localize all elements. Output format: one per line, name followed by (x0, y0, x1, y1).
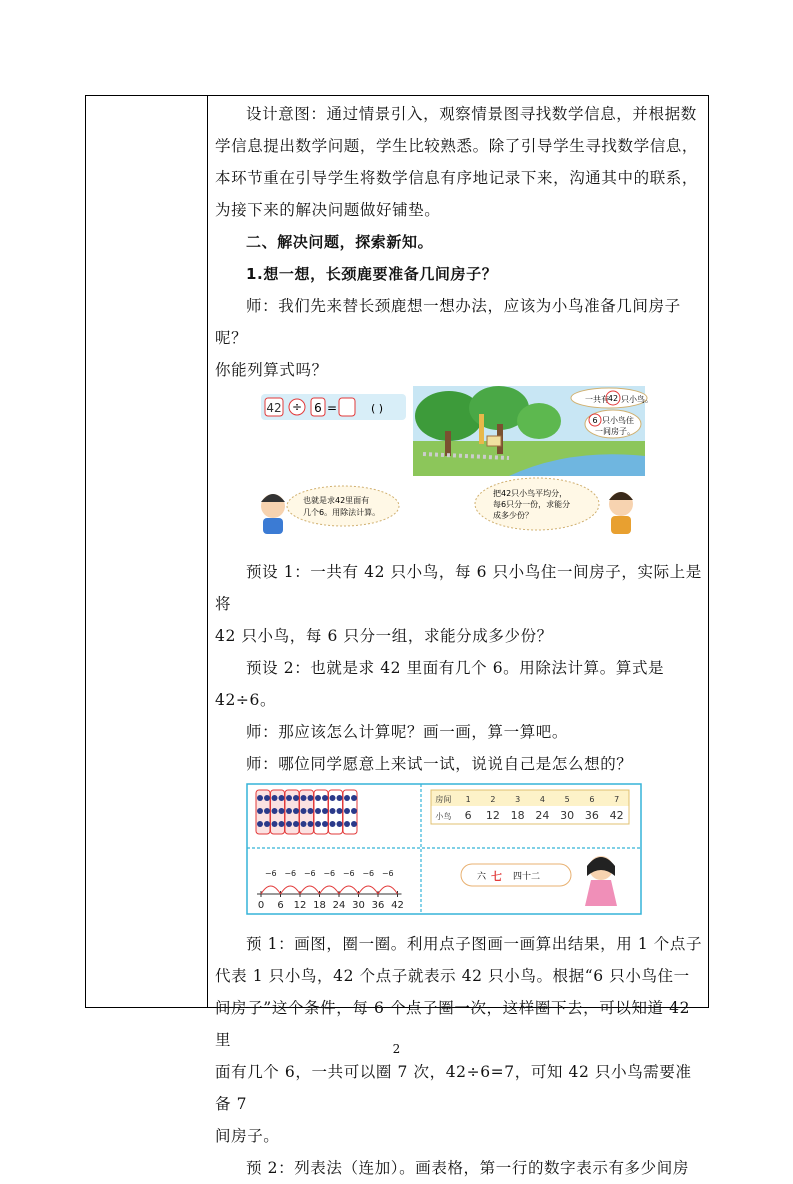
jump-arc (320, 886, 340, 894)
bubble-top-post: 只小鸟。 (621, 395, 653, 404)
jump-label: −6 (342, 869, 355, 878)
table-data-cell: 42 (609, 809, 624, 822)
jump-arc (378, 886, 398, 894)
dot (301, 808, 307, 814)
dot (264, 808, 270, 814)
number-line-label: 42 (391, 900, 404, 911)
dot (322, 821, 328, 827)
jump-arc (339, 886, 359, 894)
preset-detail-1a: 预 1：画图，圈一圈。利用点子图画一画算出结果，用 1 个点子 (246, 935, 703, 953)
jump-label: −6 (303, 869, 316, 878)
number-line-label: 12 (293, 900, 307, 911)
speech-bubble-right (475, 478, 599, 530)
table-header-cell: 4 (539, 795, 545, 804)
jump-label: −6 (264, 869, 277, 878)
table-header-cell: 3 (515, 795, 521, 804)
number-line-label: 24 (332, 900, 346, 911)
table-data-cell: 12 (485, 809, 500, 822)
table-data-cell: 18 (510, 809, 525, 822)
teacher-question-3: 师：哪位同学愿意上来试一试，说说自己是怎么想的？ (246, 755, 633, 773)
boy-left (261, 494, 285, 534)
dot (279, 821, 285, 827)
dot-array (256, 790, 357, 834)
eq-unit: ( ) (370, 402, 384, 415)
teacher-question-1b: 你能列算式吗？ (215, 361, 328, 379)
dot (344, 821, 350, 827)
speech-right-l2: 每6只分一份，求能分 (493, 500, 571, 509)
jump-label: −6 (323, 869, 336, 878)
preset-detail-1c: 间房子”这个条件，每 6 个点子圈一次，这样圈下去，可以知道 42 里 (215, 999, 691, 1049)
dot (301, 821, 307, 827)
preset-detail-1b: 代表 1 只小鸟，42 个点子就表示 42 只小鸟。根据“6 只小鸟住一 (215, 967, 690, 985)
jump-label: −6 (362, 869, 375, 878)
table-data-cell: 小鸟 (435, 812, 452, 821)
girl-figure (585, 856, 617, 906)
dot (344, 808, 350, 814)
number-line (257, 869, 404, 911)
teacher-question-2: 师：那应该怎么计算呢？画一画，算一算吧。 (246, 723, 569, 741)
table-data-row (431, 806, 629, 824)
jump-label: −6 (284, 869, 297, 878)
dot (257, 821, 263, 827)
preset-detail-1e: 间房子。 (215, 1127, 280, 1145)
number-line-label: 0 (257, 900, 265, 911)
division-equation (261, 394, 406, 420)
table-header-cell: 1 (465, 795, 471, 804)
dot (286, 795, 292, 801)
dot (293, 795, 299, 801)
page-number: 2 (392, 1042, 401, 1056)
speech-left-l1: 也就是求42里面有 (303, 496, 370, 505)
design-intent-line3: 本环节重在引导学生将数学信息有序地记录下来，沟通其中的联系， (215, 169, 699, 187)
dot (351, 808, 357, 814)
design-intent-line4: 为接下来的解决问题做好铺垫。 (215, 201, 441, 219)
dot (330, 808, 336, 814)
boy-right (609, 492, 633, 534)
dot (351, 795, 357, 801)
dot (264, 795, 270, 801)
jump-arc (359, 886, 379, 894)
table-data-cell: 6 (464, 809, 472, 822)
rooms-table (431, 790, 629, 824)
scene-illustration (209, 386, 697, 556)
dot (337, 808, 343, 814)
eq-dividend: 42 (266, 401, 282, 415)
dot (308, 808, 314, 814)
preset-detail-1d: 面有几个 6，一共可以圈 7 次，42÷6=7，可知 42 只小鸟需要准备 7 (215, 1063, 692, 1113)
teacher-question-1a: 师：我们先来替长颈鹿想一想办法，应该为小鸟准备几间房子呢？ (215, 297, 681, 347)
jump-arc (281, 886, 301, 894)
table-data-cell: 30 (560, 809, 575, 822)
table-header-row (431, 790, 629, 806)
eq-divisor: 6 (314, 401, 322, 415)
dot (315, 821, 321, 827)
dot (264, 821, 270, 827)
section-title: 二、解决问题，探索新知。 (246, 233, 434, 251)
dot (330, 821, 336, 827)
preset-2: 预设 2：也就是求 42 里面有几个 6。用除法计算。算式是 42÷6。 (215, 659, 665, 709)
dot (272, 821, 278, 827)
dot (286, 821, 292, 827)
dot (301, 795, 307, 801)
dot (272, 808, 278, 814)
speech-right-l3: 成多少份？ (493, 511, 533, 520)
chant-mid: 七 (491, 870, 502, 883)
table-data-cell: 24 (535, 809, 550, 822)
dot (308, 821, 314, 827)
table-header-cell: 2 (490, 795, 496, 804)
dot (279, 808, 285, 814)
dot (330, 795, 336, 801)
dot (308, 795, 314, 801)
preset-detail-2: 预 2：列表法（连加）。画表格，第一行的数字表示有多少间房 (246, 1159, 689, 1177)
dot (257, 808, 263, 814)
dot (293, 821, 299, 827)
dot (272, 795, 278, 801)
sub-title: 1.想一想，长颈鹿要准备几间房子？ (246, 265, 498, 283)
dot (322, 808, 328, 814)
speech-left-l2: 几个6。用除法计算。 (303, 508, 381, 517)
dot (279, 795, 285, 801)
number-line-label: 30 (352, 900, 365, 911)
speech-right-l1: 把42只小鸟平均分， (493, 489, 568, 498)
table-header-cell: 房间 (435, 795, 452, 804)
table-header-cell: 5 (564, 795, 570, 804)
eq-operator: ÷ (291, 400, 303, 414)
dot (351, 821, 357, 827)
chant-panel (461, 856, 617, 906)
jump-label: −6 (381, 869, 394, 878)
jump-arc (300, 886, 320, 894)
dot (315, 795, 321, 801)
table-header-cell: 7 (614, 795, 620, 804)
column-divider (207, 96, 208, 1007)
dot (322, 795, 328, 801)
preset-1b: 42 只小鸟，每 6 只分一组，求能分成多少份？ (215, 627, 553, 645)
giraffe-scene (413, 386, 653, 476)
preset-1a: 预设 1：一共有 42 只小鸟，每 6 只小鸟住一间房子，实际上是将 (215, 563, 702, 613)
number-line-label: 18 (313, 900, 326, 911)
dot (337, 821, 343, 827)
number-line-label: 36 (371, 900, 385, 911)
dot (344, 795, 350, 801)
dot (315, 808, 321, 814)
jump-arc (261, 886, 281, 894)
dot (257, 795, 263, 801)
table-header-cell: 6 (589, 795, 595, 804)
design-intent-line1: 设计意图：通过情景引入，观察情景图寻找数学信息，并根据数 (246, 105, 697, 123)
number-line-label: 6 (277, 900, 284, 911)
dot (286, 808, 292, 814)
methods-illustration (209, 782, 697, 922)
bubble-top-pre: 一共有 (585, 395, 609, 404)
lesson-table (85, 95, 709, 1177)
bubble-mid-l2: 一间房子。 (595, 427, 635, 436)
speech-bubble-left (287, 486, 399, 526)
chant-post: 四十二 (513, 872, 541, 882)
table-data-cell: 36 (584, 809, 599, 822)
eq-equals: = (326, 401, 338, 415)
bubble-top-num: 42 (607, 394, 619, 403)
dot (337, 795, 343, 801)
chant-pre: 六 (477, 872, 487, 882)
bubble-mid-l1: 只小鸟住 (602, 416, 634, 425)
bubble-mid-num: 6 (592, 416, 598, 425)
dot (293, 808, 299, 814)
design-intent-line2: 学信息提出数学问题，学生比较熟悉。除了引导学生寻找数学信息， (215, 137, 699, 155)
lesson-content (215, 96, 703, 1184)
